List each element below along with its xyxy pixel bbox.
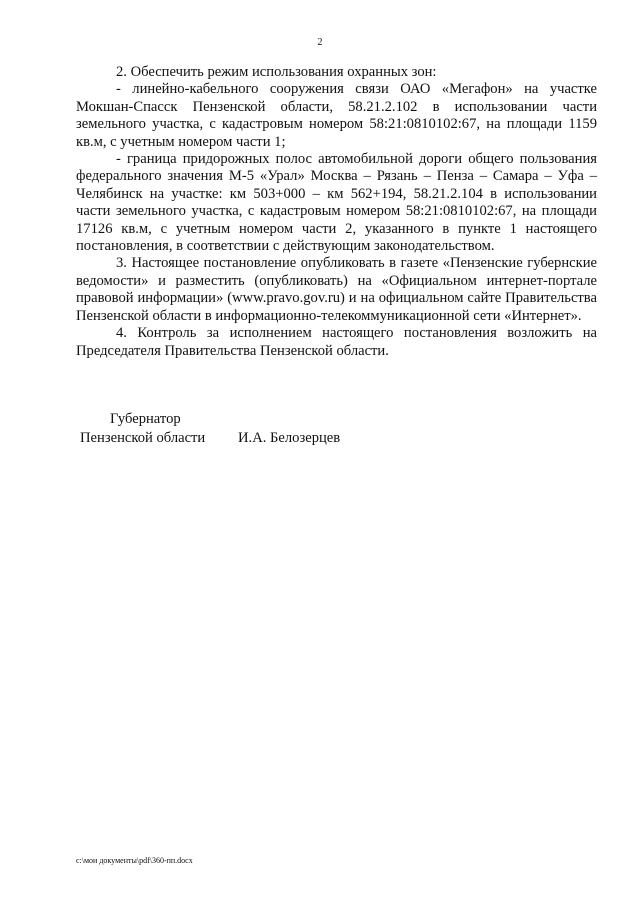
signatory-title-line2: Пензенской области xyxy=(80,430,206,446)
paragraph-item-4: 4. Контроль за исполнением настоящего постановления возложить на Председателя Правительства Пензенской области. xyxy=(76,325,597,359)
paragraph-item-3: 3. Настоящее постановление опубликовать в газете «Пензенские губернские ведомости» и разместить (опубликовать) на «Официальном интернет-портале правовой информации» (www.pravo.gov.ru) и на официальном сайте Правительства Пензенской области в информационно-телекоммуникационной сети «Интернет». xyxy=(76,255,597,324)
footer-file-path: c:\мои документы\pdf\360-пп.docx xyxy=(76,856,193,865)
paragraph-cable-zone: - линейно-кабельного сооружения связи ОАО «Мегафон» на участке Мокшан-Спасск Пензенской области, 58.21.2.102 в использовании части земельного участка, с кадастровым номером 58:21:0810102:67, на площади 1159 кв.м, с учетным номером части 1; xyxy=(76,81,597,150)
paragraph-road-zone: - граница придорожных полос автомобильной дороги общего пользования федерального значения М-5 «Урал» Москва – Рязань – Пенза – Самара – Уфа – Челябинск на участке: км 503+000 – км 562+194, 58.21.2.104 в использовании части земельного участка, с кадастровым номером 58:21:0810102:67, на площади 17126 кв.м, с учетным номером части 2, указанного в пункте 1 настоящего постановления, в соответствии с действующим законодательством. xyxy=(76,151,597,255)
signatory-title-line1: Губернатор xyxy=(110,411,181,427)
paragraph-item-2: 2. Обеспечить режим использования охранных зон: xyxy=(116,64,437,80)
signatory-name: И.А. Белозерцев xyxy=(238,430,341,446)
document-body xyxy=(76,64,597,360)
page-number: 2 xyxy=(317,37,323,48)
